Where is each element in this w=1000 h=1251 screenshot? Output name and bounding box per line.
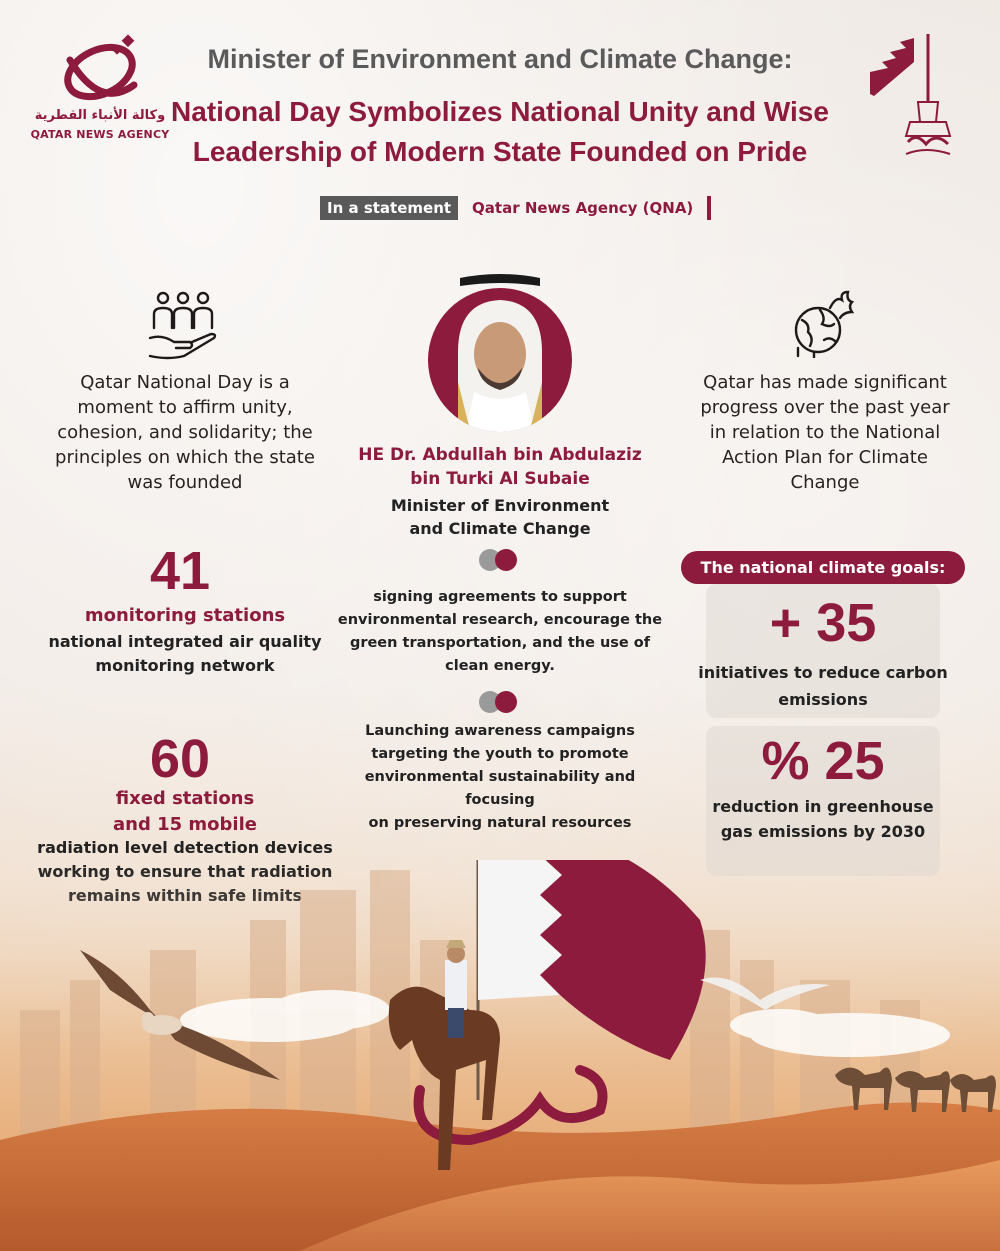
goal-35-number: + 35: [769, 593, 877, 653]
source-name: Qatar News Agency (QNA): [472, 199, 694, 217]
goals-title-pill: The national climate goals:: [681, 551, 965, 584]
source-tag: In a statement: [320, 196, 458, 220]
minister-role-line: Minister of Environment: [390, 496, 610, 515]
goal-desc-line: reduction in greenhouse: [712, 797, 934, 816]
minister-role: [340, 494, 660, 540]
stat-60-label: [40, 786, 330, 838]
right-intro-line: Change: [790, 472, 860, 493]
left-intro-line: Qatar National Day is a: [80, 372, 290, 393]
left-intro-line: moment to affirm unity,: [77, 397, 293, 418]
bullet-agreements: [330, 586, 670, 678]
right-intro-line: Action Plan for Climate: [722, 447, 928, 468]
left-intro-line: cohesion, and solidarity; the: [57, 422, 313, 443]
left-intro-line: principles on which the state: [55, 447, 315, 468]
minister-name: [340, 443, 660, 491]
stat-desc-line: monitoring network: [95, 656, 275, 675]
goal-desc-line: emissions: [778, 690, 868, 709]
stat-label-line: and 15 mobile: [113, 814, 257, 835]
stat-41-number: 41: [149, 541, 211, 601]
headline-line-1: National Day Symbolizes National Unity and Wise: [171, 96, 829, 127]
minister-portrait: [428, 272, 572, 432]
source-divider: [707, 196, 711, 220]
logo-arabic-text: وكالة الأنباء القطرية: [34, 108, 166, 123]
headline-line-2: Leadership of Modern State Founded on Pride: [192, 136, 808, 167]
toggle-dot-icon: [478, 690, 518, 714]
stat-41-label: monitoring stations: [84, 605, 286, 626]
stat-41-desc: [40, 630, 330, 678]
bullet-line: targeting the youth to promote: [371, 746, 629, 762]
headline: [160, 92, 840, 172]
right-intro-line: progress over the past year: [700, 397, 950, 418]
goal-desc-line: initiatives to reduce carbon: [698, 663, 948, 682]
goal-25-number: % 25: [761, 731, 885, 791]
stat-label-line: fixed stations: [115, 788, 255, 809]
people-hand-icon: [148, 290, 218, 362]
logo-english-text: QATAR NEWS AGENCY: [30, 128, 170, 141]
bullet-line: green transportation, and the use of: [349, 635, 651, 651]
minister-name-line: HE Dr. Abdullah bin Abdulaziz: [358, 445, 642, 465]
bullet-awareness: [330, 720, 670, 835]
stat-desc-line: national integrated air quality: [48, 632, 322, 651]
goal-25-desc: [696, 794, 950, 844]
kicker-title: Minister of Environment and Climate Change:: [207, 44, 793, 74]
stat-desc-line: radiation level detection devices: [37, 838, 333, 857]
right-intro-line: in relation to the National: [709, 422, 941, 443]
burning-globe-icon: [790, 290, 856, 358]
minister-name-line: bin Turki Al Subaie: [410, 469, 590, 489]
bullet-line: environmental research, encourage the: [337, 612, 663, 628]
left-intro-line: was founded: [127, 472, 243, 493]
source-line: [320, 195, 711, 221]
left-intro-text: [40, 370, 330, 495]
bullet-line: on preserving natural resources: [368, 815, 632, 831]
bullet-line: environmental sustainability and focusing: [364, 769, 636, 808]
goal-desc-line: gas emissions by 2030: [720, 822, 926, 841]
goal-35-desc: [696, 659, 950, 713]
right-intro-text: [670, 370, 980, 495]
national-day-logo-icon: [866, 32, 966, 167]
minister-role-line: and Climate Change: [409, 519, 591, 538]
right-intro-line: Qatar has made significant: [703, 372, 947, 393]
bullet-line: signing agreements to support: [373, 589, 627, 605]
bullet-line: clean energy.: [445, 658, 555, 674]
desert-scene-illustration: [0, 860, 1000, 1251]
stat-60-number: 60: [149, 729, 211, 789]
toggle-dot-icon: [478, 548, 518, 572]
bullet-line: Launching awareness campaigns: [365, 723, 635, 739]
